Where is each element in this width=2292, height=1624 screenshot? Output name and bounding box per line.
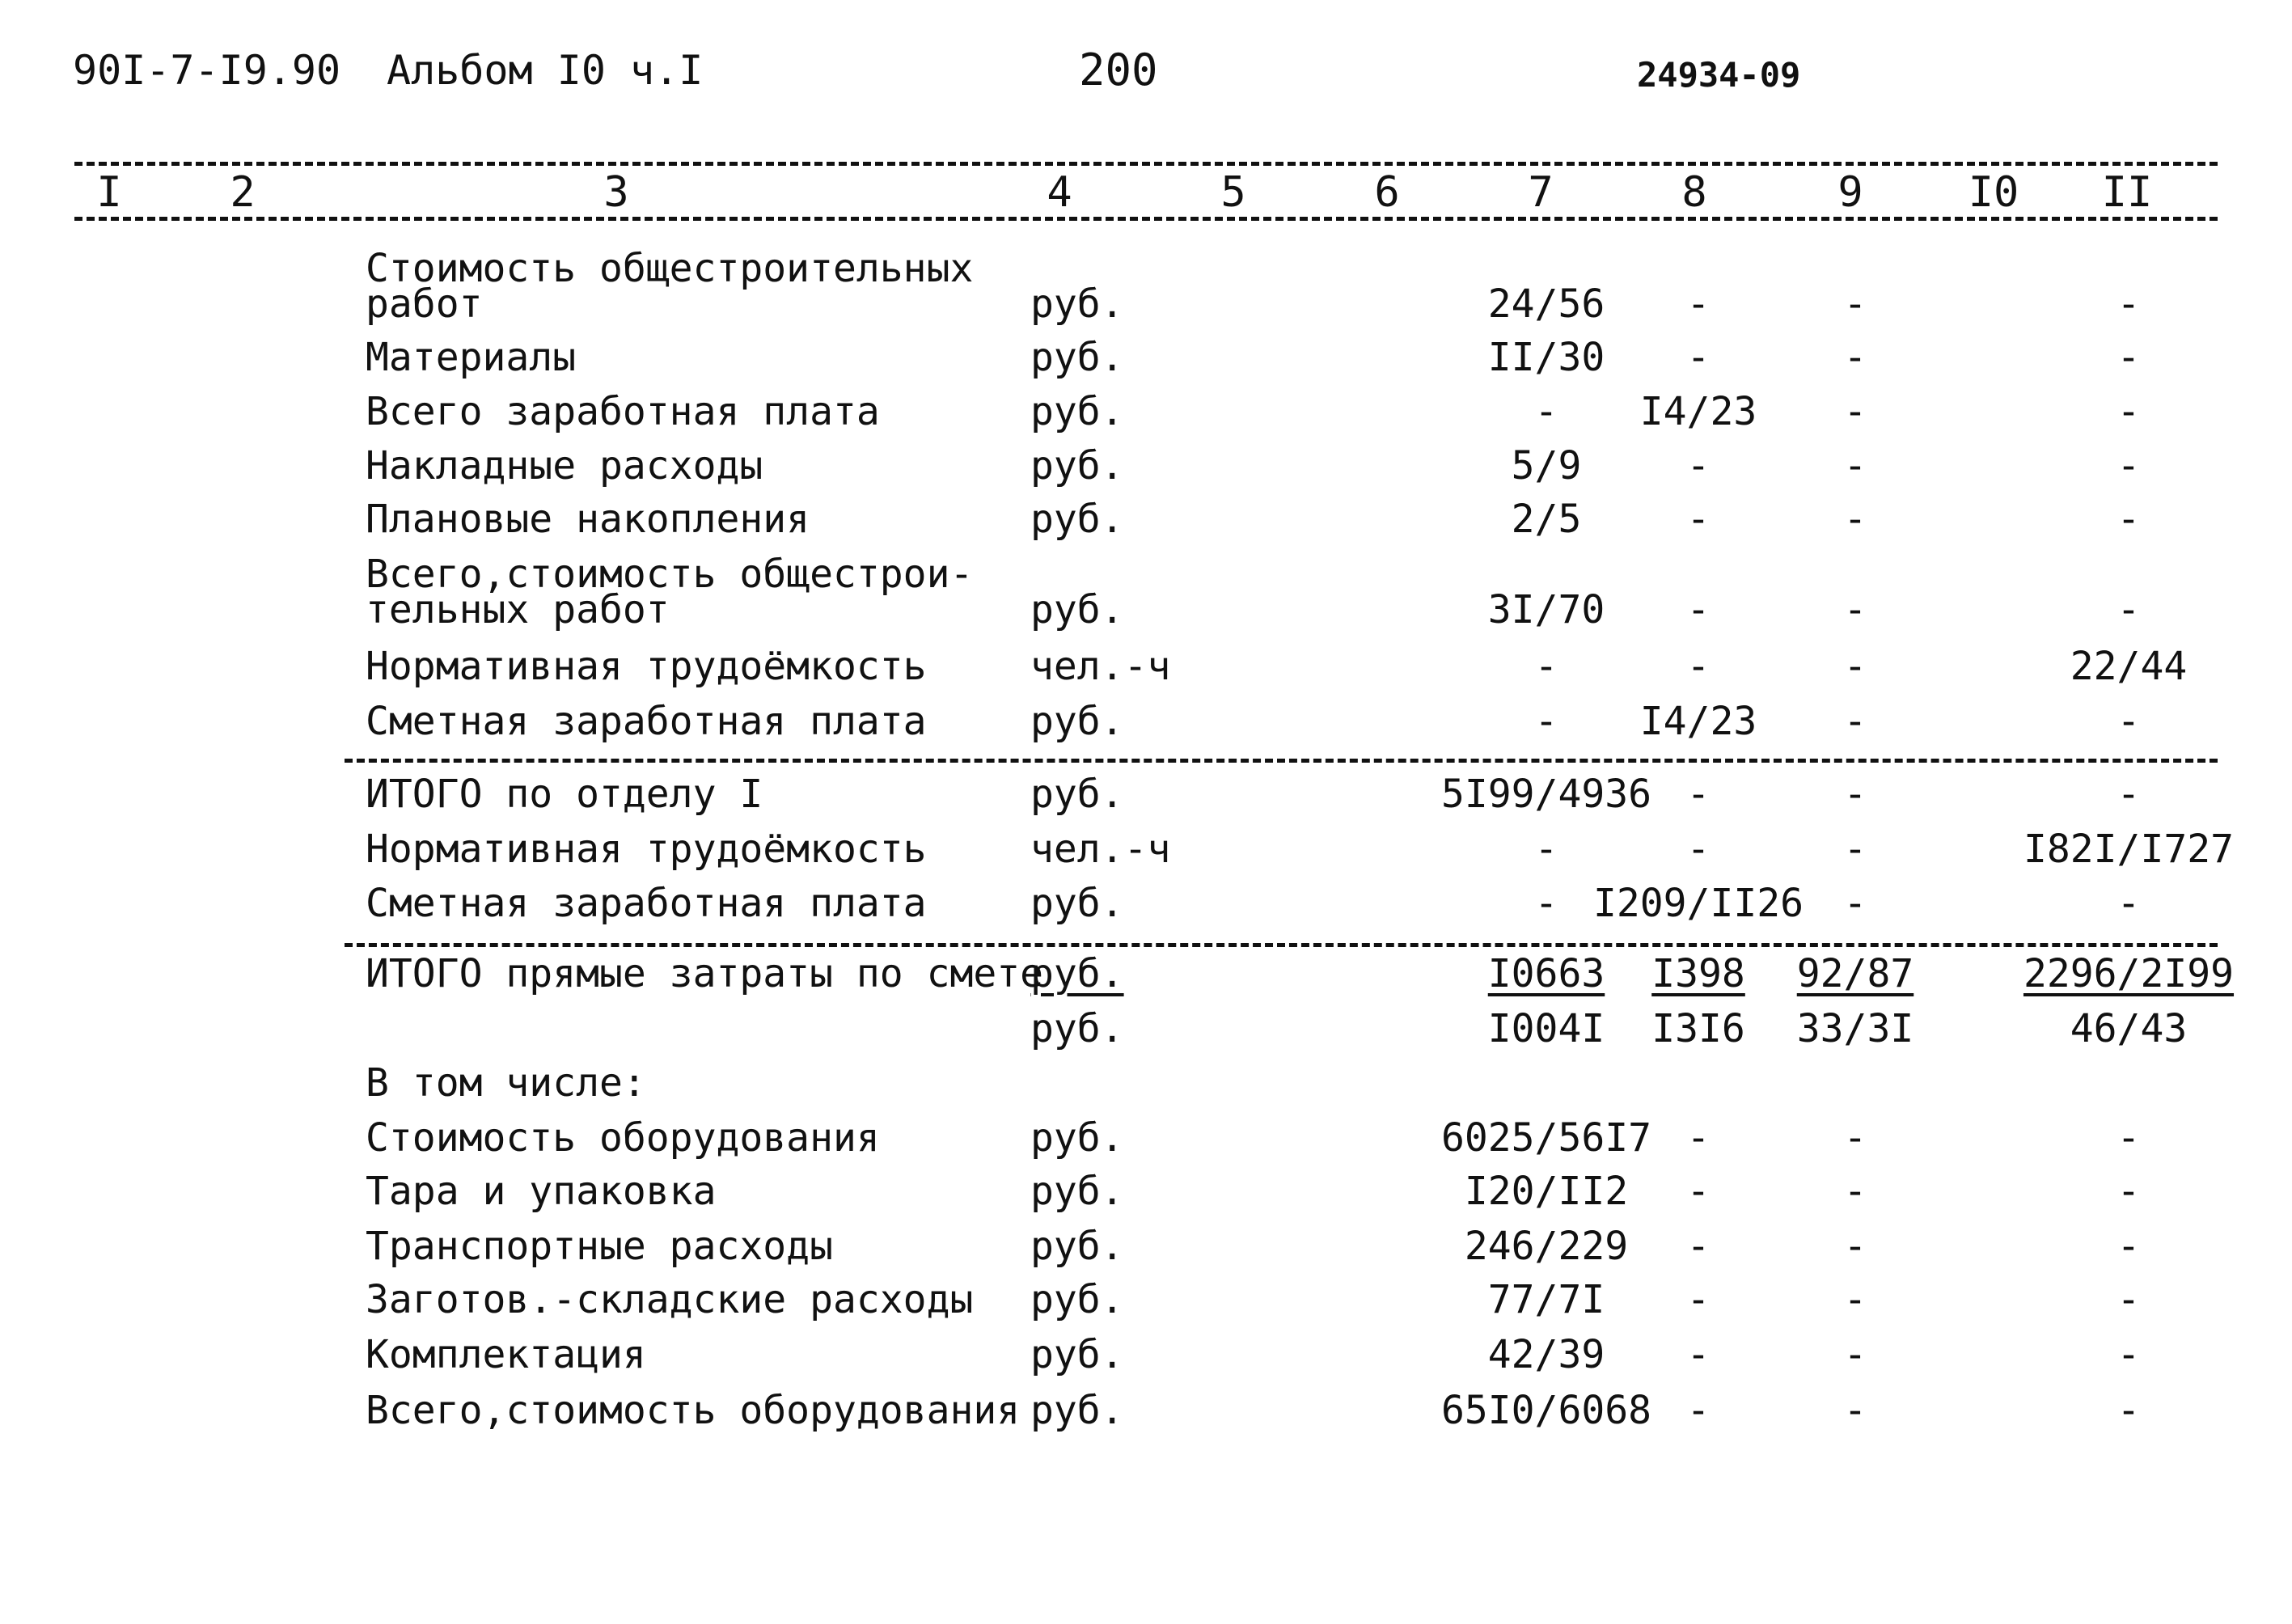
cell-col-7: 6025/56I7 — [1440, 1115, 1652, 1161]
row-label: Комплектация — [366, 1332, 646, 1377]
row-unit: руб. — [1030, 951, 1124, 996]
column-number: 6 — [1374, 168, 1400, 217]
row-unit: руб. — [1030, 1006, 1124, 1051]
row-label: Нормативная трудоёмкость — [366, 827, 927, 872]
cell-col-9: - — [1843, 1224, 1867, 1269]
row-unit: руб. — [1030, 699, 1124, 744]
row-unit: руб. — [1030, 881, 1124, 926]
cell-col-8: I4/23 — [1639, 699, 1757, 744]
header-top-rule — [74, 162, 2218, 166]
cell-col-7: I20/II2 — [1464, 1169, 1629, 1214]
cell-col-8: - — [1686, 497, 1711, 542]
album-label: Альбом I0 ч.I — [387, 47, 704, 94]
row-unit: руб. — [1030, 1224, 1124, 1269]
cell-col-9: - — [1843, 1388, 1867, 1433]
row-unit: руб. — [1030, 1388, 1124, 1433]
row-unit: руб. — [1030, 497, 1124, 542]
row-label: Всего,стоимость общестрои- — [366, 552, 974, 597]
cell-col-9: - — [1843, 587, 1867, 632]
cell-col-11: - — [2117, 389, 2141, 434]
cell-col-8: I3I6 — [1651, 1006, 1745, 1051]
row-unit: руб. — [1030, 1277, 1124, 1322]
column-number: 5 — [1220, 168, 1246, 217]
cell-col-7: - — [1534, 699, 1558, 744]
column-number: 8 — [1681, 168, 1707, 217]
row-unit: руб. — [1030, 335, 1124, 380]
cell-col-9: - — [1843, 827, 1867, 872]
row-label: ИТОГО по отделу I — [366, 772, 763, 817]
row-label: работ — [366, 281, 483, 327]
cell-col-11: - — [2117, 281, 2141, 327]
cell-col-7: 5/9 — [1511, 443, 1582, 488]
cell-col-11: - — [2117, 699, 2141, 744]
cell-col-11: - — [2117, 1277, 2141, 1322]
column-number: 3 — [603, 168, 629, 217]
cell-col-9: - — [1843, 497, 1867, 542]
row-unit: руб. — [1030, 1169, 1124, 1214]
cell-col-8: I209/II26 — [1592, 881, 1804, 926]
document-code: 90I-7-I9.90 — [73, 47, 341, 94]
section-separator — [345, 759, 2218, 763]
row-label: тельных работ — [366, 587, 670, 632]
cell-col-8: - — [1686, 443, 1711, 488]
row-label: Всего,стоимость оборудования — [366, 1388, 1021, 1433]
cell-col-8: I398 — [1651, 951, 1745, 996]
cell-col-9: - — [1843, 644, 1867, 689]
row-label: Всего заработная плата — [366, 389, 880, 434]
row-label: ИТОГО прямые затраты по смете — [366, 951, 1044, 996]
row-label: Сметная заработная плата — [366, 699, 927, 744]
cell-col-8: - — [1686, 1332, 1711, 1377]
page-number: 200 — [1079, 44, 1158, 95]
cell-col-11: I82I/I727 — [2023, 827, 2235, 872]
cell-col-9: - — [1843, 772, 1867, 817]
cell-col-11: - — [2117, 335, 2141, 380]
cell-col-9: 33/3I — [1796, 1006, 1914, 1051]
section-separator — [345, 943, 2218, 947]
cell-col-9: - — [1843, 389, 1867, 434]
cell-col-8: - — [1686, 281, 1711, 327]
column-number: I0 — [1968, 168, 2019, 217]
row-unit: руб. — [1030, 281, 1124, 327]
cell-col-9: - — [1843, 699, 1867, 744]
column-number: 2 — [230, 168, 256, 217]
row-label: В том числе: — [366, 1060, 646, 1106]
cell-col-11: - — [2117, 1169, 2141, 1214]
cell-col-7: - — [1534, 644, 1558, 689]
cell-col-7: - — [1534, 881, 1558, 926]
row-label: Стоимость общестроительных — [366, 246, 974, 291]
cell-col-11: - — [2117, 497, 2141, 542]
cell-col-8: - — [1686, 1224, 1711, 1269]
row-label: Стоимость оборудования — [366, 1115, 880, 1161]
column-number: I — [96, 168, 122, 217]
cell-col-7: - — [1534, 827, 1558, 872]
cell-col-11: 46/43 — [2070, 1006, 2188, 1051]
column-number: 9 — [1837, 168, 1863, 217]
header-bottom-rule — [74, 217, 2218, 221]
row-label: Накладные расходы — [366, 443, 763, 488]
row-label: Транспортные расходы — [366, 1224, 833, 1269]
cell-col-7: 24/56 — [1487, 281, 1605, 327]
cell-col-11: - — [2117, 1115, 2141, 1161]
cell-col-9: - — [1843, 881, 1867, 926]
row-label: Материалы — [366, 335, 577, 380]
cell-col-11: - — [2117, 772, 2141, 817]
cell-col-7: I0663 — [1487, 951, 1605, 996]
cell-col-11: - — [2117, 1332, 2141, 1377]
cell-col-8: - — [1686, 827, 1711, 872]
column-number: II — [2101, 168, 2153, 217]
row-label: Плановые накопления — [366, 497, 810, 542]
cell-col-11: - — [2117, 1224, 2141, 1269]
cell-col-11: - — [2117, 587, 2141, 632]
cell-col-8: I4/23 — [1639, 389, 1757, 434]
inventory-number: 24934-09 — [1637, 55, 1801, 95]
row-unit: руб. — [1030, 443, 1124, 488]
row-label: Нормативная трудоёмкость — [366, 644, 927, 689]
column-number: 7 — [1528, 168, 1554, 217]
row-label: Тара и упаковка — [366, 1169, 717, 1214]
cell-col-7: 5I99/4936 — [1440, 772, 1652, 817]
cell-col-11: 2296/2I99 — [2023, 951, 2235, 996]
row-unit: чел.-ч — [1030, 827, 1171, 872]
cell-col-9: 92/87 — [1796, 951, 1914, 996]
cell-col-7: 246/229 — [1464, 1224, 1629, 1269]
column-number: 4 — [1047, 168, 1072, 217]
cell-col-8: - — [1686, 1388, 1711, 1433]
cell-col-11: - — [2117, 881, 2141, 926]
cell-col-7: 65I0/6068 — [1440, 1388, 1652, 1433]
row-unit: руб. — [1030, 1115, 1124, 1161]
cell-col-8: - — [1686, 1277, 1711, 1322]
cell-col-7: 3I/70 — [1487, 587, 1605, 632]
cell-col-7: I004I — [1487, 1006, 1605, 1051]
cell-col-7: 42/39 — [1487, 1332, 1605, 1377]
cell-col-9: - — [1843, 1332, 1867, 1377]
cell-col-8: - — [1686, 1169, 1711, 1214]
cell-col-7: II/30 — [1487, 335, 1605, 380]
cell-col-8: - — [1686, 644, 1711, 689]
cell-col-9: - — [1843, 1169, 1867, 1214]
row-label: Заготов.-складские расходы — [366, 1277, 974, 1322]
row-unit: руб. — [1030, 389, 1124, 434]
cell-col-8: - — [1686, 772, 1711, 817]
row-unit: руб. — [1030, 772, 1124, 817]
cell-col-11: - — [2117, 443, 2141, 488]
row-label: Сметная заработная плата — [366, 881, 927, 926]
cell-col-8: - — [1686, 335, 1711, 380]
cell-col-9: - — [1843, 281, 1867, 327]
cell-col-9: - — [1843, 1115, 1867, 1161]
cell-col-8: - — [1686, 1115, 1711, 1161]
cell-col-8: - — [1686, 587, 1711, 632]
cell-col-11: - — [2117, 1388, 2141, 1433]
cell-col-9: - — [1843, 1277, 1867, 1322]
cell-col-9: - — [1843, 443, 1867, 488]
cell-col-9: - — [1843, 335, 1867, 380]
row-unit: чел.-ч — [1030, 644, 1171, 689]
cell-col-7: - — [1534, 389, 1558, 434]
cell-col-11: 22/44 — [2070, 644, 2188, 689]
cell-col-7: 2/5 — [1511, 497, 1582, 542]
row-unit: руб. — [1030, 587, 1124, 632]
cell-col-7: 77/7I — [1487, 1277, 1605, 1322]
row-unit: руб. — [1030, 1332, 1124, 1377]
